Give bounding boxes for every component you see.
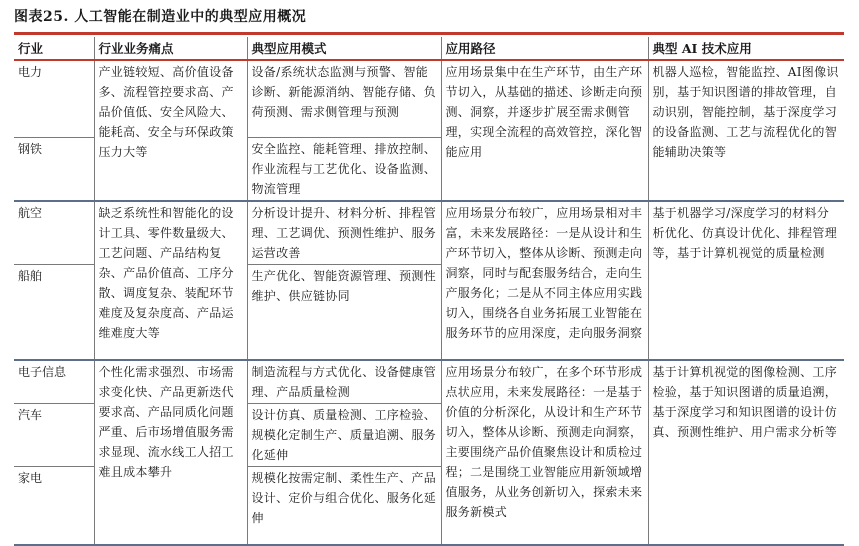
ai-manufacturing-table — [14, 37, 844, 546]
header-application-mode: 典型应用模式 — [247, 37, 441, 60]
title-rule — [14, 32, 844, 35]
header-industry: 行业 — [14, 37, 94, 60]
application-path-cell: 应用场景分布较广，在多个环节形成点状应用，未来发展路径：一是基于价值的分析深化，从设计和生产环节切入，整体从诊断、预测走向洞察，主要围绕产品价值聚焦设计和质检过程；二是围绕工业智能应用新领域增值服务，从业务创新切入，探索未来服务新模式 — [441, 360, 648, 545]
application-mode-cell: 设计仿真、质量检测、工序检验、规模化定制生产、质量追溯、服务化延伸 — [247, 404, 441, 467]
ai-tech-cell: 机器人巡检，智能监控、AI图像识别，基于知识图谱的排故管理，自动识别，智能控制，基于深度学习的设备监测、工艺与流程优化的智能辅助决策等 — [648, 60, 844, 201]
application-path-cell: 应用场景分布较广，应用场景相对丰富，未来发展路径：一是从设计和生产环节切入，整体从诊断、预测走向洞察，同时与配套服务结合，走向生产服务化；二是从不同主体应用实践切入，围绕各自业务拓展工业智能在服务环节的应用深度，走向服务洞察 — [441, 201, 648, 361]
ai-tech-cell: 基于计算机视觉的图像检测、工序检验，基于知识图谱的质量追溯，基于深度学习和知识图谱的设计仿真、预测性维护、用户需求分析等 — [648, 360, 844, 545]
industry-cell: 汽车 — [14, 404, 94, 467]
header-pain-points: 行业业务痛点 — [94, 37, 247, 60]
application-mode-cell: 生产优化、智能资源管理、预测性维护、供应链协同 — [247, 264, 441, 360]
ai-tech-cell: 基于机器学习/深度学习的材料分析优化、仿真设计优化、排程管理等，基于计算机视觉的质量检测 — [648, 201, 844, 361]
header-row — [14, 37, 844, 60]
application-mode-cell: 制造流程与方式优化、设备健康管理、产品质量检测 — [247, 360, 441, 404]
application-mode-cell: 设备/系统状态监测与预警、智能诊断、新能源消纳、智能存储、负荷预测、需求侧管理与预测 — [247, 60, 441, 137]
table-row — [14, 201, 844, 265]
figure-title: 图表25. 人工智能在制造业中的典型应用概况 — [14, 9, 307, 25]
pain-points-cell: 缺乏系统性和智能化的设计工具、零件数量级大、工艺问题、产品结构复杂、产品价值高、工序分散、调度复杂、装配环节难度及复杂度高、产品运维难度大等 — [94, 201, 247, 361]
industry-cell: 航空 — [14, 201, 94, 265]
header-ai-tech: 典型 AI 技术应用 — [648, 37, 844, 60]
pain-points-cell: 产业链较短、高价值设备多、流程管控要求高、产品价值低、安全风险大、能耗高、安全与环保政策压力大等 — [94, 60, 247, 201]
table-row — [14, 360, 844, 404]
industry-cell: 船舶 — [14, 264, 94, 360]
table-row — [14, 60, 844, 137]
industry-cell: 电子信息 — [14, 360, 94, 404]
header-application-path: 应用路径 — [441, 37, 648, 60]
industry-cell: 钢铁 — [14, 137, 94, 201]
application-mode-cell: 分析设计提升、材料分析、排程管理、工艺调优、预测性维护、服务运营改善 — [247, 201, 441, 265]
application-mode-cell: 规模化按需定制、柔性生产、产品设计、定价与组合优化、服务化延伸 — [247, 467, 441, 545]
industry-cell: 电力 — [14, 60, 94, 137]
pain-points-cell: 个性化需求强烈、市场需求变化快、产品更新迭代要求高、产品同质化问题严重、后市场增值服务需求显现、流水线工人招工难且成本攀升 — [94, 360, 247, 545]
industry-cell: 家电 — [14, 467, 94, 545]
application-path-cell: 应用场景集中在生产环节，由生产环节切入，从基础的描述、诊断走向预测、洞察，并逐步扩展至需求侧管理，实现全流程的高效管控，深化智能应用 — [441, 60, 648, 201]
application-mode-cell: 安全监控、能耗管理、排放控制、作业流程与工艺优化、设备监测、物流管理 — [247, 137, 441, 201]
